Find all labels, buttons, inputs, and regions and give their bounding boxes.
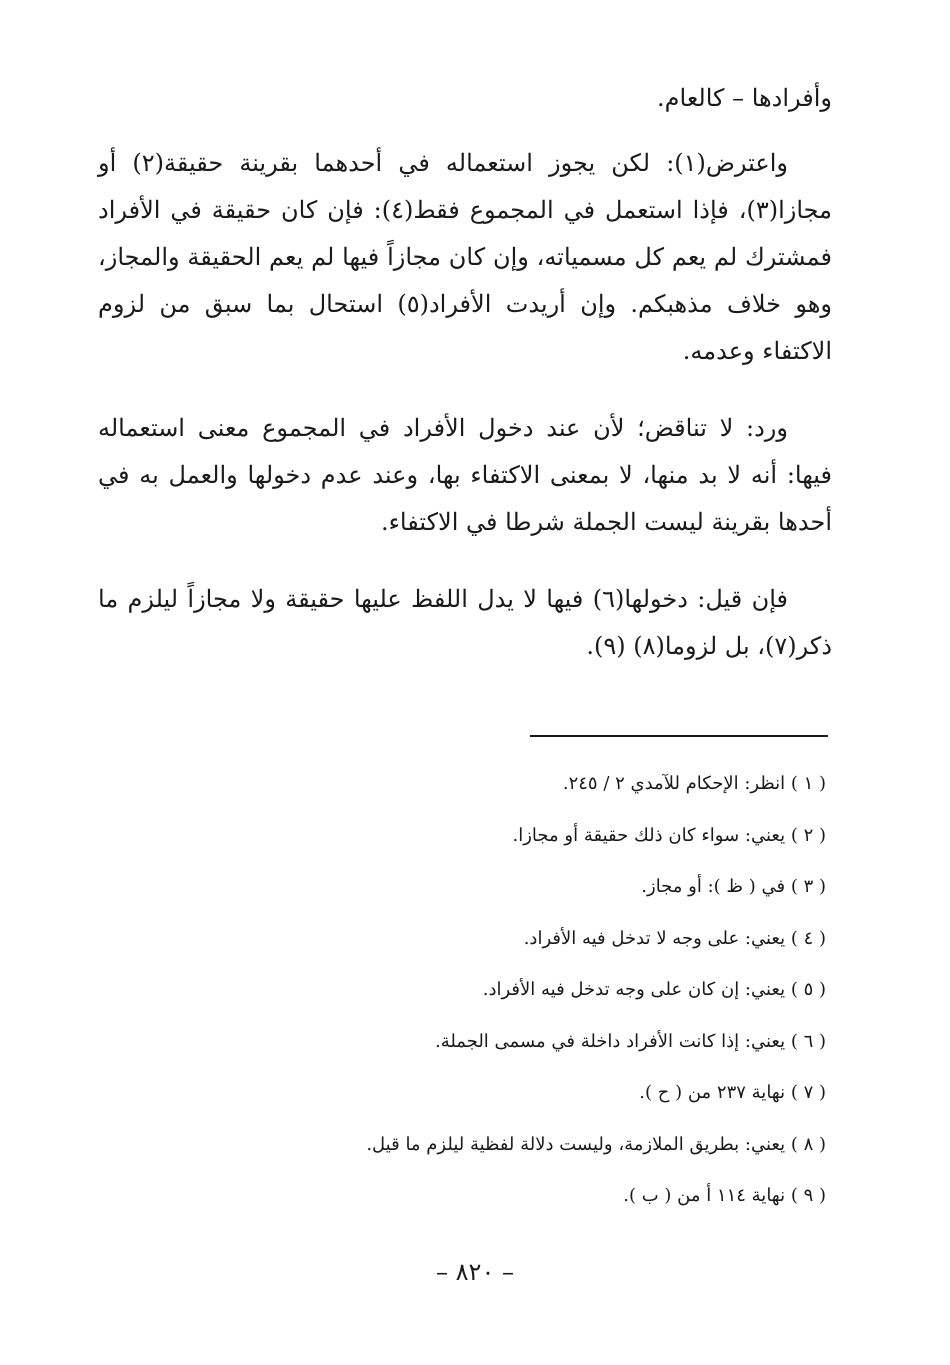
paragraph-3: ورد: لا تناقض؛ لأن عند دخول الأفراد في المجموع معنى استعماله فيها: أنه لا بد منها، لا بمعنى الاكتفاء بها، وعند عدم دخولها والعمل به في أحدها بقرينة ليست الجملة شرطا في الاكتفاء.	[98, 414, 832, 536]
paragraph-4: فإن قيل: دخولها(٦) فيها لا يدل اللفظ عليها حقيقة ولا مجازاً ليلزم ما ذكر(٧)، بل لزوما(٨) (٩).	[98, 585, 832, 660]
footnotes-list	[250, 758, 826, 1222]
footnote-9: ( ٩ ) نهاية ١١٤ أ من ( ب ).	[623, 1185, 826, 1206]
footnote-8: ( ٨ ) يعني: بطريق الملازمة، وليست دلالة لفظية ليلزم ما قيل.	[366, 1133, 826, 1155]
footnote-separator	[530, 735, 828, 737]
footnote-3: ( ٣ ) في ( ظ ): أو مجاز.	[641, 876, 826, 897]
page-number: – ٨٢٠ –	[436, 1258, 514, 1286]
footnote-2: ( ٢ ) يعني: سواء كان ذلك حقيقة أو مجازا.	[512, 824, 826, 846]
main-text-body	[98, 75, 832, 700]
paragraph-1: وأفرادها – كالعام.	[657, 84, 832, 112]
footnote-4: ( ٤ ) يعني: على وجه لا تدخل فيه الأفراد.	[523, 927, 826, 949]
footnote-6: ( ٦ ) يعني: إذا كانت الأفراد داخلة في مسمى الجملة.	[434, 1030, 826, 1052]
footnote-5: ( ٥ ) يعني: إن كان على وجه تدخل فيه الأفراد.	[482, 979, 826, 1000]
paragraph-2: واعترض(١): لكن يجوز استعماله في أحدهما بقرينة حقيقة(٢) أو مجازا(٣)، فإذا استعمل في المجموع فقط(٤): فإن كان حقيقة في الأفراد فمشترك لم يعم كل مسمياته، وإن كان مجازاً فيها لم يعم الحقيقة والمجاز، وهو خلاف مذهبكم. وإن أريدت الأفراد(٥) استحال بما سبق من لزوم الاكتفاء وعدمه.	[98, 149, 832, 365]
footnote-1: ( ١ ) انظر: الإحكام للآمدي ٢ / ٢٤٥.	[562, 773, 826, 794]
footnote-7: ( ٧ ) نهاية ٢٣٧ من ( ح ).	[639, 1082, 826, 1103]
